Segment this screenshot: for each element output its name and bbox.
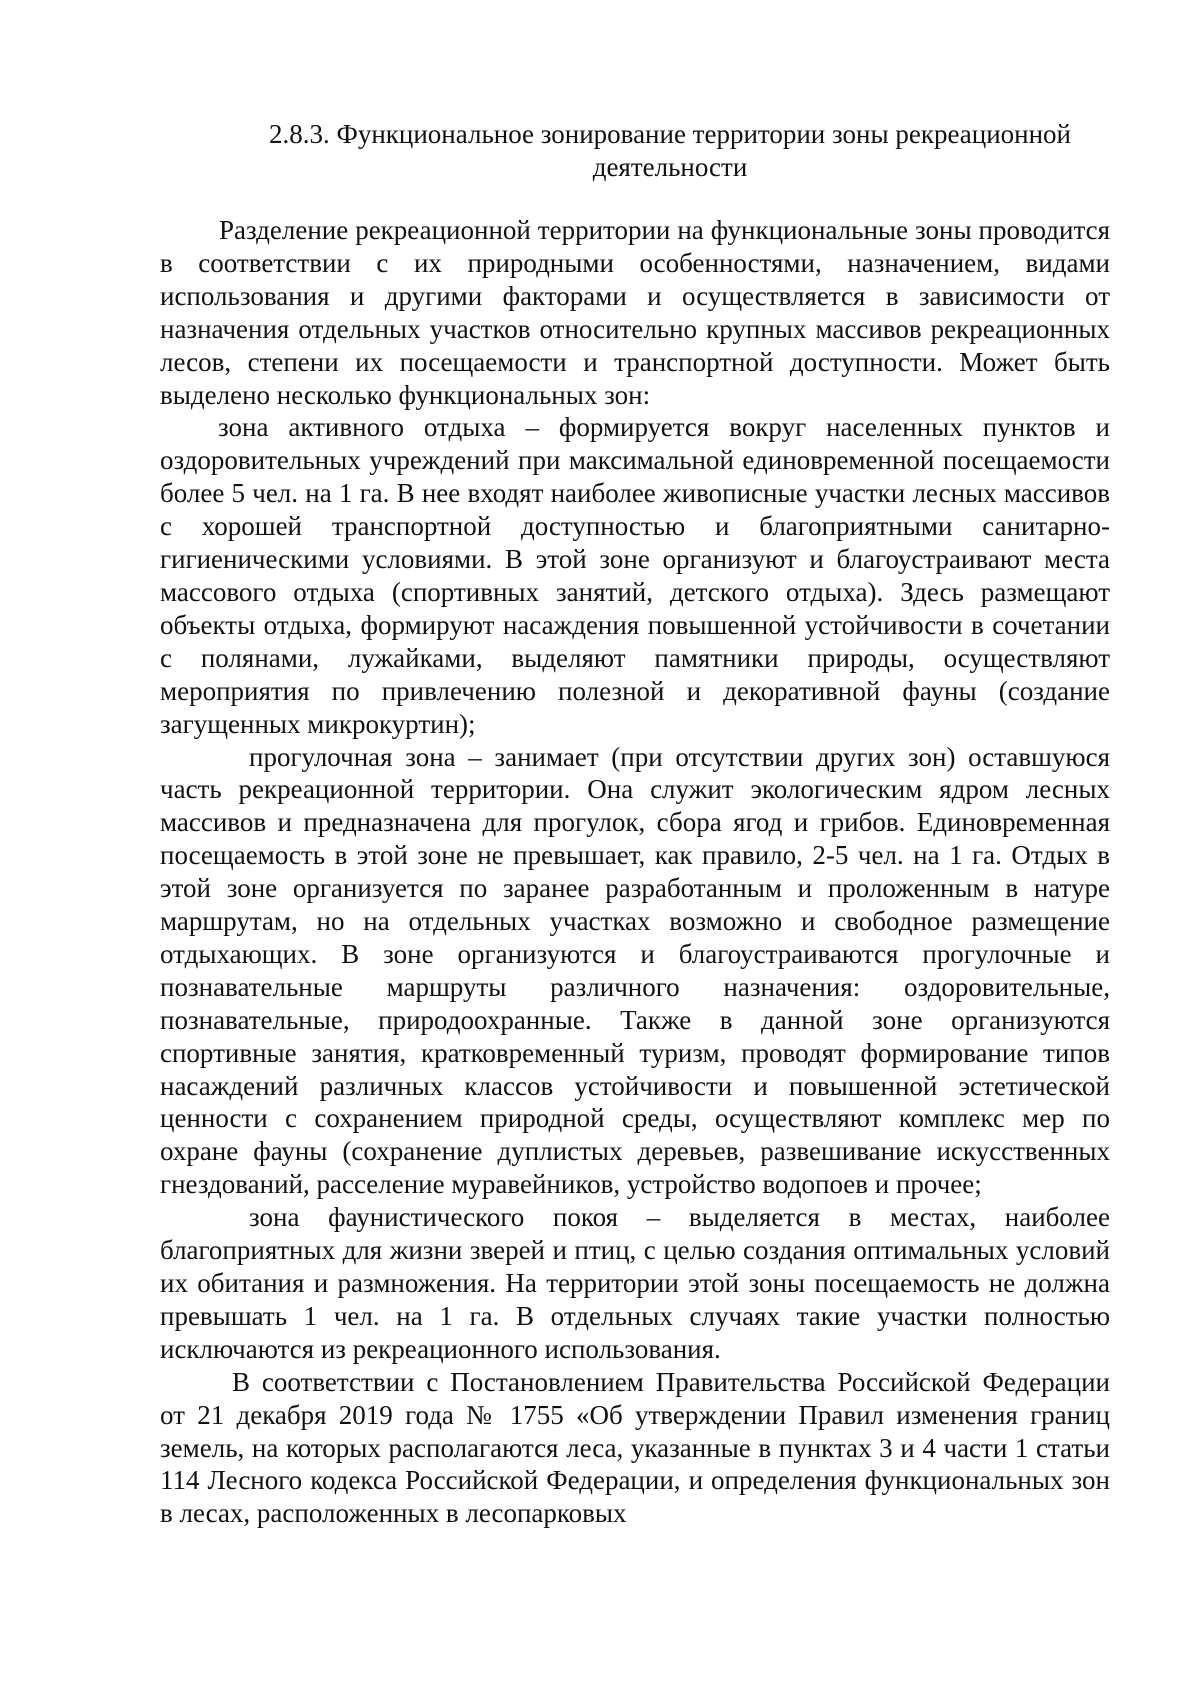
section-heading-line-2: деятельности [592,152,748,182]
paragraph-active-zone: зона активного отдыха – формируется вокруг населенных пунктов и оздоровительных учреждений при максимальной единовременной посещаемости более 5 чел. на 1 га. В нее входят наиболее живописные участки лесных массивов с хорошей транспортной доступностью и благоприятными санитарно-гигиеническими условиями. В этой зоне организуют и благоустраивают места массового отдыха (спортивных занятий, детского отдыха). Здесь размещают объекты отдыха, формируют насаждения повышенной устойчивости в сочетании с полянами, лужайками, выделяют памятники природы, осуществляют мероприятия по привлечению полезной и декоративной фауны (создание загущенных микрокуртин); [160,412,1110,739]
paragraph-walking-zone: прогулочная зона – занимает (при отсутствии других зон) оставшуюся часть рекреационной территории. Она служит экологическим ядром лесных массивов и предназначена для прогулок, сбора ягод и грибов. Единовременная посещаемость в этой зоне не превышает, как правило, 2-5 чел. на 1 га. Отдых в этой зоне организуется по заранее разработанным и проложенным в натуре маршрутам, но на отдельных участках возможно и свободное размещение отдыхающих. В зоне организуются и благоустраиваются прогулочные и познавательные маршруты различного назначения: оздоровительные, познавательные, природоохранные. Также в данной зоне организуются спортивные занятия, кратковременный туризм, проводят формирование типов насаждений различных классов устойчивости и повышенной эстетической ценности с сохранением природной среды, осуществляют комплекс мер по охране фауны (сохранение дуплистых деревьев, развешивание искусственных гнездований, расселение муравейников, устройство водопоев и прочее; [160,741,1110,1200]
section-heading [255,118,1085,184]
paragraph-fauna-zone: зона фаунистического покоя – выделяется в местах, наиболее благоприятных для жизни зверей и птиц, с целью создания оптимальных условий их обитания и размножения. На территории этой зоны посещаемость не должна превышать 1 чел. на 1 га. В отдельных случаях такие участки полностью исключаются из рекреационного использования. [160,1202,1110,1364]
paragraph-intro: Разделение рекреационной территории на функциональные зоны проводится в соответствии с их природными особенностями, назначением, видами использования и другими факторами и осуществляется в зависимости от назначения отдельных участков относительно крупных массивов рекреационных лесов, степени их посещаемости и транспортной доступности. Может быть выделено несколько функциональных зон: [160,215,1110,410]
section-heading-line-1: 2.8.3. Функциональное зонирование территории зоны рекреационной [269,119,1071,149]
paragraph-government-decree: В соответствии с Постановлением Правительства Российской Федерации от 21 декабря 2019 года № 1755 «Об утверждении Правил изменения границ земель, на которых располагаются леса, указанные в пунктах 3 и 4 части 1 статьи 114 Лесного кодекса Российской Федерации, и определения функциональных зон в лесах, расположенных в лесопарковых [160,1366,1110,1529]
document-body [160,214,1110,1530]
